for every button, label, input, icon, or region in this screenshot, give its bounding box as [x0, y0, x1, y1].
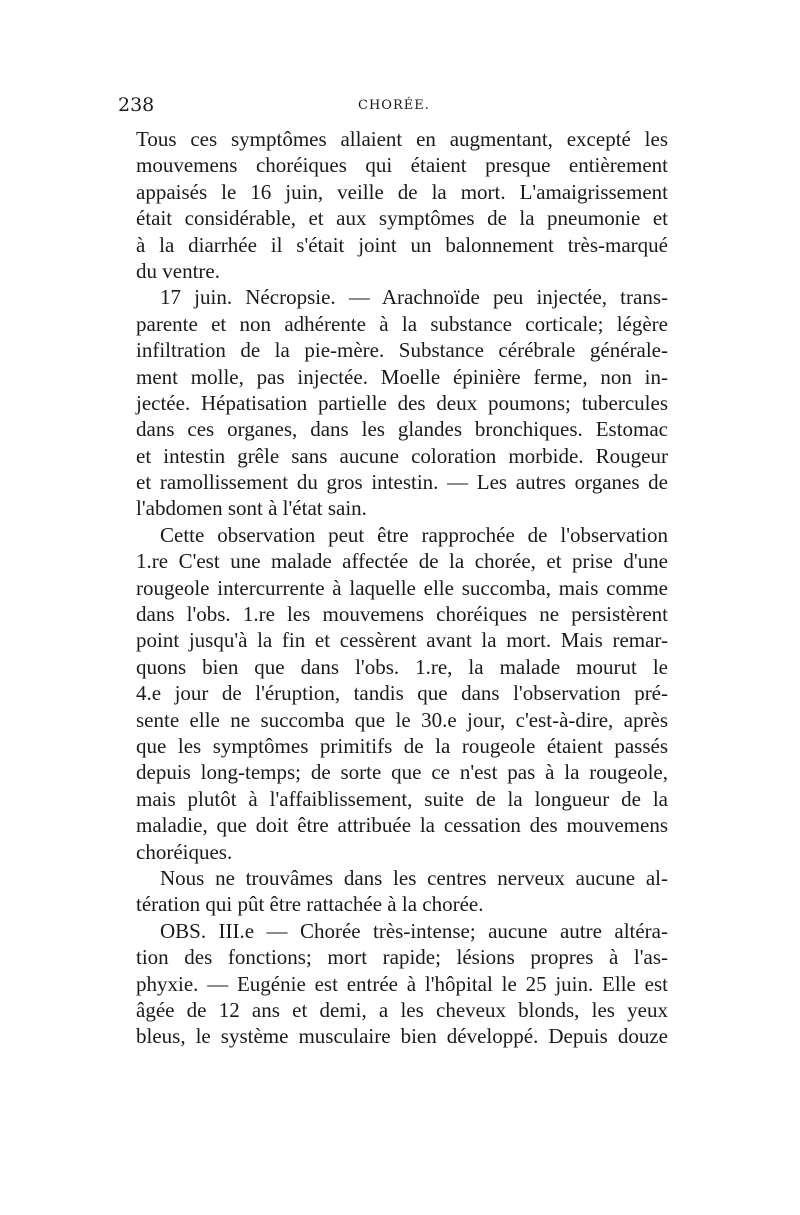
- text-line: bleus, le système musculaire bien développé. Depuis douze: [136, 1024, 668, 1049]
- text-line: Tous ces symptômes allaient en augmentant, excepté les: [136, 127, 668, 151]
- text-line: choréiques.: [136, 839, 233, 864]
- text-line: depuis long-temps; de sorte que ce n'est pas à la rougeole,: [136, 760, 668, 785]
- text-line: sente elle ne succomba que le 30.e jour, c'est-à-dire, après: [136, 707, 668, 732]
- paragraph: [136, 126, 668, 284]
- text-line: Nous ne trouvâmes dans les centres nerveux aucune al-: [160, 865, 668, 890]
- text-line: dans ces organes, dans les glandes bronchiques. Estomac: [136, 417, 668, 442]
- text-line: OBS. III.e — Chorée très-intense; aucune autre altéra-: [160, 918, 668, 943]
- text-line: appaisés le 16 juin, veille de la mort. L'amaigrissement: [136, 179, 668, 204]
- text-line: phyxie. — Eugénie est entrée à l'hôpital le 25 juin. Elle est: [136, 971, 668, 996]
- text-line: était considérable, et aux symptômes de la pneumonie et: [136, 206, 668, 231]
- text-line: âgée de 12 ans et demi, a les cheveux blonds, les yeux: [136, 997, 668, 1022]
- text-line: du ventre.: [136, 258, 220, 283]
- text-line: Cette observation peut être rapprochée de l'observation: [160, 522, 668, 547]
- paragraph: [136, 522, 668, 865]
- paragraph: [136, 865, 668, 918]
- text-line: infiltration de la pie-mère. Substance cérébrale générale-: [136, 338, 668, 363]
- text-line: 1.re C'est une malade affectée de la chorée, et prise d'une: [136, 549, 668, 574]
- text-line: mais plutôt à l'affaiblissement, suite de la longueur de la: [136, 786, 668, 811]
- text-line: dans l'obs. 1.re les mouvemens choréiques ne persistèrent: [136, 602, 668, 627]
- text-line: rougeole intercurrente à laquelle elle succomba, mais comme: [136, 575, 668, 600]
- text-line: maladie, que doit être attribuée la cessation des mouvemens: [136, 813, 668, 838]
- text-line: et intestin grêle sans aucune coloration morbide. Rougeur: [136, 443, 668, 468]
- paragraph: [136, 284, 668, 522]
- text-line: l'abdomen sont à l'état sain.: [136, 496, 367, 521]
- text-line: que les symptômes primitifs de la rougeole étaient passés: [136, 733, 668, 758]
- paragraph: [136, 918, 668, 1050]
- text-line: à la diarrhée il s'était joint un balonnement très-marqué: [136, 232, 668, 257]
- text-line: parente et non adhérente à la substance corticale; légère: [136, 311, 668, 336]
- text-line: tération qui pût être rattachée à la chorée.: [136, 892, 484, 917]
- page-number: 238: [118, 94, 155, 116]
- text-line: quons bien que dans l'obs. 1.re, la malade mourut le: [136, 654, 668, 679]
- text-line: et ramollissement du gros intestin. — Les autres organes de: [136, 470, 668, 495]
- text-line: 17 juin. Nécropsie. — Arachnoïde peu injectée, trans-: [160, 285, 668, 310]
- running-head: [118, 94, 678, 118]
- text-line: jectée. Hépatisation partielle des deux poumons; tubercules: [136, 390, 668, 415]
- text-line: tion des fonctions; mort rapide; lésions propres à l'as-: [136, 945, 668, 970]
- body-text: [136, 126, 668, 1050]
- text-line: mouvemens choréiques qui étaient presque entièrement: [136, 153, 668, 178]
- running-title: CHORÉE.: [358, 98, 430, 113]
- text-line: point jusqu'à la fin et cessèrent avant la mort. Mais remar-: [136, 628, 668, 653]
- text-line: ment molle, pas injectée. Moelle épinière ferme, non in-: [136, 364, 668, 389]
- text-line: 4.e jour de l'éruption, tandis que dans l'observation pré-: [136, 681, 668, 706]
